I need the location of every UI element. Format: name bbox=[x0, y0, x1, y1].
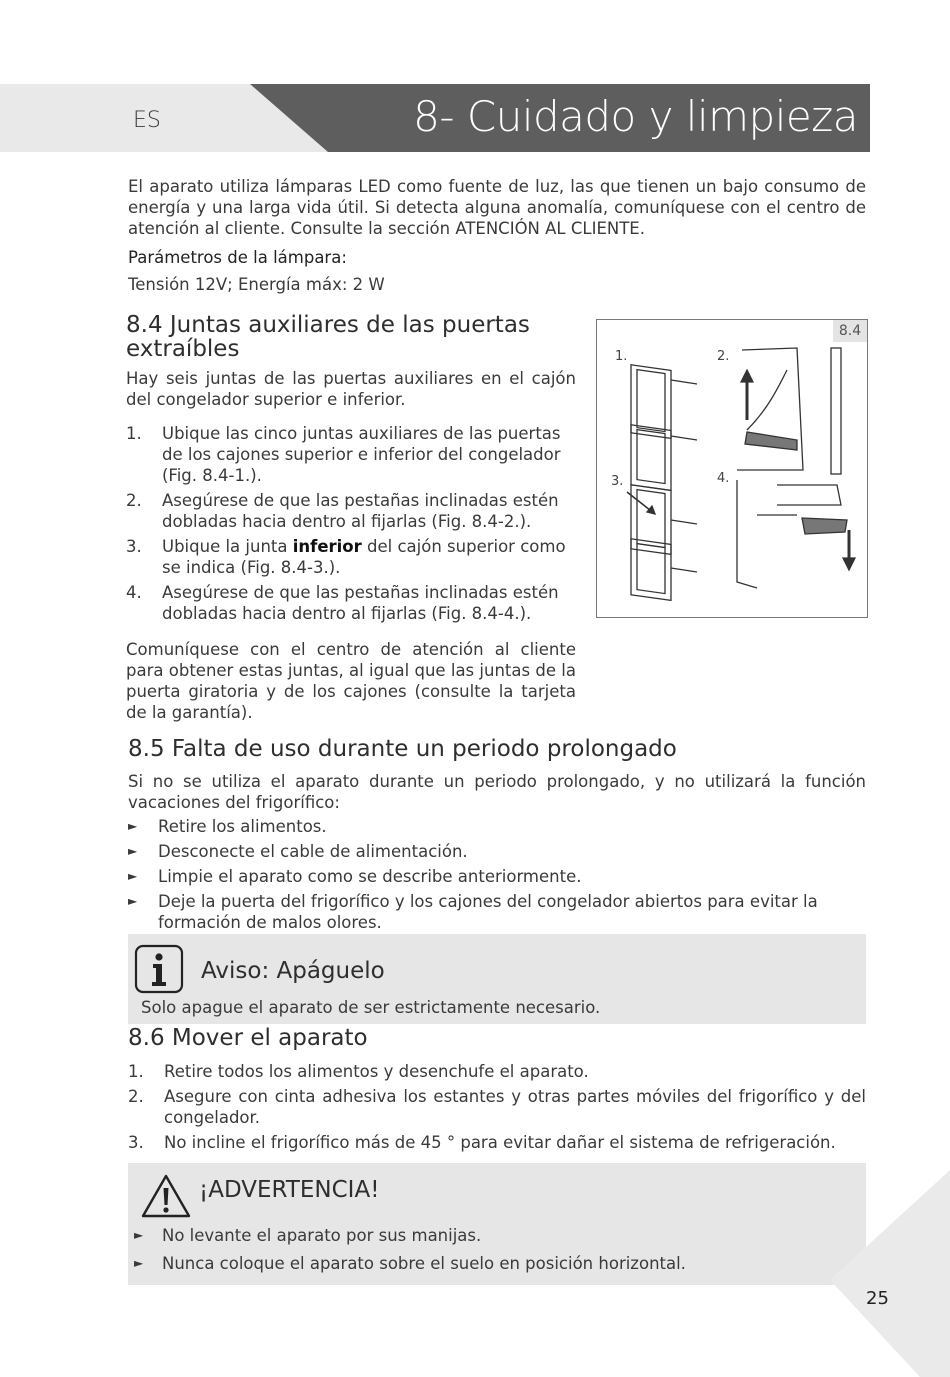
bullet-icon: ► bbox=[128, 844, 138, 858]
lamp-params-value: Tensión 12V; Energía máx: 2 W bbox=[128, 275, 385, 294]
bold-word: inferior bbox=[292, 537, 362, 556]
section-8-4-title: 8.4 Juntas auxiliares de las puertas extraíbles bbox=[126, 312, 530, 362]
language-code: ES bbox=[133, 108, 161, 133]
figure-label-4: 4. bbox=[717, 471, 730, 486]
list-item: 1. Retire todos los alimentos y desenchufe el aparato. bbox=[128, 1062, 589, 1081]
list-item: ► Deje la puerta del frigorífico y los cajones del congelador abiertos para evitar la formación de malos olores. bbox=[128, 892, 818, 932]
list-item: 2. Asegúrese de que las pestañas inclinadas estén dobladas hacia dentro al fijarlas (Fig. 8.4-2.). bbox=[126, 491, 559, 531]
gasket-detail-bottom bbox=[737, 480, 855, 588]
drawer-doors-bottom-left bbox=[627, 485, 697, 601]
list-item: ► Desconecte el cable de alimentación. bbox=[128, 842, 468, 861]
figure-tag: 8.4 bbox=[833, 320, 867, 342]
list-item: 3. No incline el frigorífico más de 45 ° para evitar dañar el sistema de refrigeración. bbox=[128, 1133, 836, 1152]
info-icon bbox=[134, 944, 184, 994]
section-8-6-title: 8.6 Mover el aparato bbox=[128, 1025, 368, 1051]
section-8-5-bullets bbox=[128, 816, 866, 937]
list-item: ► No levante el aparato por sus manijas. bbox=[134, 1226, 482, 1245]
warning-bullets bbox=[134, 1225, 854, 1278]
notice-text: Solo apague el aparato de ser estrictamente necesario. bbox=[141, 998, 601, 1017]
bullet-icon: ► bbox=[134, 1228, 144, 1242]
bullet-icon: ► bbox=[128, 819, 138, 833]
bullet-icon: ► bbox=[128, 894, 138, 908]
page-title: 8- Cuidado y limpieza bbox=[413, 92, 858, 141]
gasket-detail-top bbox=[737, 348, 841, 474]
warning-box bbox=[128, 1163, 866, 1285]
list-item: 3. Ubique la junta inferior del cajón superior como se indica (Fig. 8.4-3.). bbox=[126, 537, 566, 577]
figure-label-2: 2. bbox=[717, 349, 730, 364]
section-8-4-steps bbox=[126, 423, 576, 628]
lamp-params-heading: Parámetros de la lámpara: bbox=[128, 248, 347, 267]
warning-icon bbox=[140, 1173, 192, 1219]
figure-8-4 bbox=[596, 319, 868, 618]
list-item: 4. Asegúrese de que las pestañas inclinadas estén dobladas hacia dentro al fijarlas (Fig. 8.4-4.). bbox=[126, 583, 559, 623]
figure-label-3: 3. bbox=[611, 474, 624, 489]
list-item: 1. Ubique las cinco juntas auxiliares de las puertas de los cajones superior e inferior del congelador (Fig. 8.4-1.). bbox=[126, 424, 561, 485]
warning-title: ¡ADVERTENCIA! bbox=[199, 1177, 380, 1203]
list-item: ► Nunca coloque el aparato sobre el suelo en posición horizontal. bbox=[134, 1254, 686, 1273]
list-item: 2. Asegure con cinta adhesiva los estantes y otras partes móviles del frigorífico y del congelador. bbox=[128, 1087, 866, 1127]
bullet-icon: ► bbox=[128, 869, 138, 883]
notice-title: Aviso: Apáguelo bbox=[201, 958, 385, 984]
drawer-doors-top-left bbox=[631, 365, 697, 491]
section-8-6-steps bbox=[128, 1061, 866, 1157]
section-8-5-title: 8.5 Falta de uso durante un periodo prolongado bbox=[128, 736, 677, 762]
notice-box bbox=[128, 934, 866, 1024]
page-number: 25 bbox=[866, 1288, 889, 1309]
list-item: ► Retire los alimentos. bbox=[128, 817, 327, 836]
section-8-4-intro: Hay seis juntas de las puertas auxiliares en el cajón del congelador superior e inferior. bbox=[126, 369, 576, 409]
list-item: ► Limpie el aparato como se describe anteriormente. bbox=[128, 867, 582, 886]
bullet-icon: ► bbox=[134, 1256, 144, 1270]
section-8-4-outro: Comuníquese con el centro de atención al cliente para obtener estas juntas, al igual que las juntas de la puerta giratoria y de los cajones (consulte la tarjeta de la garantía). bbox=[126, 640, 576, 722]
figure-label-1: 1. bbox=[615, 349, 628, 364]
section-8-5-intro: Si no se utiliza el aparato durante un periodo prolongado, y no utilizará la función vacaciones del frigorífico: bbox=[128, 772, 866, 812]
intro-paragraph: El aparato utiliza lámparas LED como fuente de luz, las que tienen un bajo consumo de energía y una larga vida útil. Si detecta alguna anomalía, comuníquese con el centro de atención al cliente. Consulte la sección ATENCIÓN AL CLIENTE. bbox=[128, 177, 866, 238]
figure-illustration bbox=[597, 320, 867, 617]
